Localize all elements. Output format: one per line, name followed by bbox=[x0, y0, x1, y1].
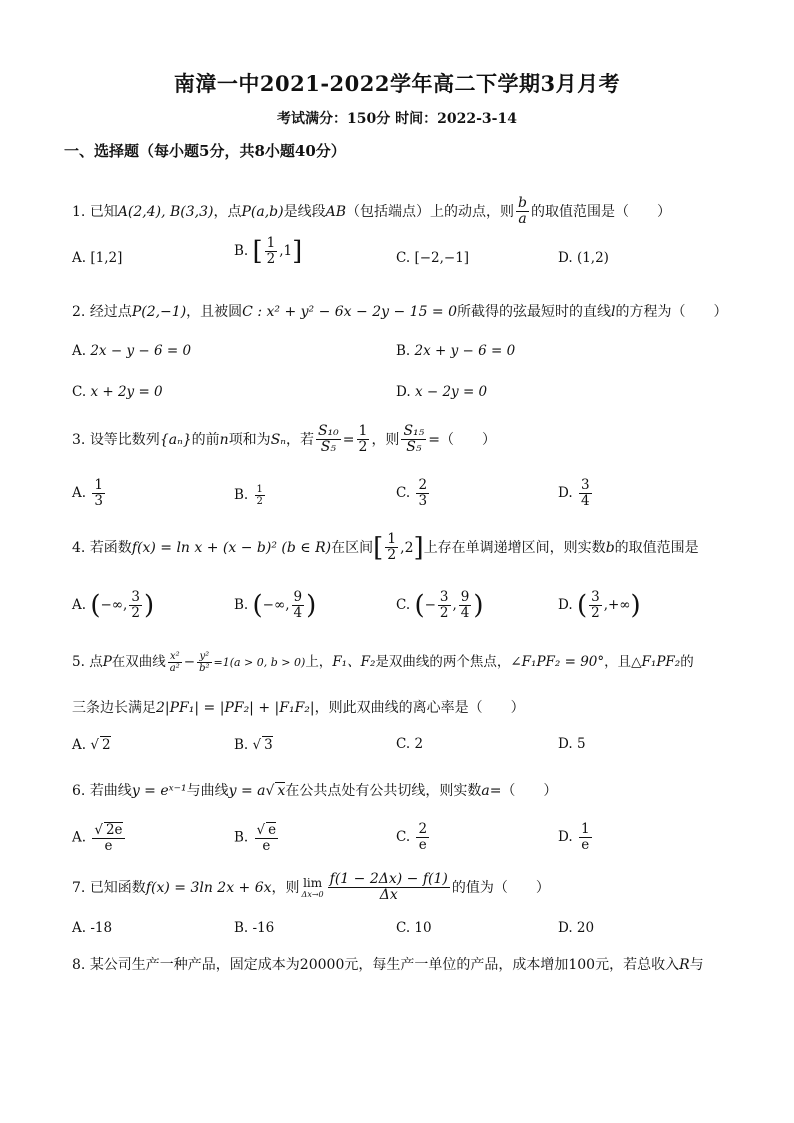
option-fraction bbox=[579, 478, 592, 509]
q4-option-a[interactable] bbox=[72, 590, 154, 621]
fraction-num: 3 bbox=[131, 589, 140, 605]
q7-text2: ，则 bbox=[271, 879, 300, 896]
q2-line: l bbox=[611, 304, 616, 320]
q5-option-c[interactable] bbox=[396, 736, 423, 752]
fraction-num: 1 bbox=[580, 821, 590, 837]
option-label: A. bbox=[72, 250, 87, 266]
option-value: 3 bbox=[264, 737, 273, 753]
option-fraction bbox=[459, 590, 472, 621]
q7-option-b[interactable]: B. -16 bbox=[234, 920, 275, 936]
fraction-den: 2 bbox=[358, 439, 368, 456]
fraction-num: S₁₀ bbox=[317, 423, 339, 439]
q1-option-c[interactable] bbox=[396, 250, 469, 266]
fraction-den: 4 bbox=[580, 492, 590, 509]
q6-text4: =（ ） bbox=[489, 783, 558, 799]
q5-text5: ，且 bbox=[604, 654, 632, 670]
question-2 bbox=[72, 301, 728, 321]
option-value: x − 2y = 0 bbox=[414, 384, 488, 400]
fraction-num: 1 bbox=[387, 531, 397, 547]
fraction-den: 2 bbox=[439, 604, 449, 621]
option-label: B. bbox=[396, 343, 411, 359]
q2-point: P(2,−1) bbox=[131, 304, 187, 320]
equals: = bbox=[342, 431, 355, 448]
q4-text: 若函数 bbox=[89, 539, 132, 556]
option-label: B. bbox=[234, 242, 249, 259]
option-fraction bbox=[438, 590, 451, 621]
fraction-den: b² bbox=[199, 663, 210, 674]
fraction-den: 2 bbox=[266, 250, 276, 267]
fraction-den: 2 bbox=[256, 496, 263, 507]
fraction-num: 1 bbox=[94, 477, 103, 493]
q6-option-d[interactable] bbox=[558, 822, 594, 853]
option-fraction bbox=[255, 822, 279, 854]
q4-text2: 在区间 bbox=[331, 539, 374, 556]
paren: ( bbox=[576, 590, 588, 621]
q2-text3: 所截得的弦最短时的直线 bbox=[457, 304, 612, 320]
q2-option-b[interactable] bbox=[396, 343, 515, 359]
option-label: B. bbox=[234, 487, 249, 503]
q3-text2: 的前 bbox=[191, 431, 220, 448]
option-fraction bbox=[579, 822, 592, 853]
option-value: 5 bbox=[576, 736, 586, 752]
q4-option-c[interactable] bbox=[396, 590, 484, 621]
q2-text4: 的方程为（ ） bbox=[615, 304, 728, 320]
q3-n: n bbox=[219, 431, 229, 448]
radicand: e bbox=[268, 822, 277, 838]
option-label: C. bbox=[396, 736, 411, 752]
q5-text7: 三条边长满足 bbox=[72, 700, 156, 716]
q1-text3: 是线段 bbox=[283, 203, 326, 220]
fraction-num: 2 bbox=[418, 477, 428, 493]
q5-text: 点 bbox=[89, 654, 103, 670]
fraction-num: √ e bbox=[256, 822, 277, 838]
option-label: C. bbox=[396, 828, 411, 845]
q1-text4: （包括端点）上的动点，则 bbox=[346, 203, 515, 220]
q6-curve-1: y = eˣ⁻¹ bbox=[131, 783, 187, 799]
fraction-den: 4 bbox=[293, 604, 303, 621]
limit-operator: lim bbox=[303, 876, 323, 891]
option-label: B. bbox=[234, 596, 249, 613]
q3-fraction-half bbox=[357, 424, 370, 456]
question-number: 2. bbox=[72, 304, 86, 320]
q5-foci: F₁、F₂ bbox=[332, 654, 376, 670]
option-fraction bbox=[416, 822, 429, 853]
question-7 bbox=[72, 872, 550, 904]
q6-curve-2-radicand: x bbox=[277, 783, 286, 799]
question-number: 8. bbox=[72, 957, 86, 973]
q3-option-c[interactable] bbox=[396, 478, 431, 509]
option-value: −∞, bbox=[100, 596, 128, 613]
option-value: 2x − y − 6 = 0 bbox=[90, 343, 192, 359]
fraction-den: 3 bbox=[418, 492, 428, 509]
q2-option-c[interactable] bbox=[72, 384, 163, 400]
q7-limit bbox=[302, 876, 324, 899]
q6-a: a bbox=[481, 783, 490, 799]
question-5-line-2 bbox=[72, 697, 525, 717]
question-5 bbox=[72, 650, 694, 674]
option-fraction bbox=[265, 236, 278, 267]
paren: ) bbox=[630, 590, 641, 621]
question-number: 1. bbox=[72, 203, 86, 220]
option-value: 2x + y − 6 = 0 bbox=[414, 343, 516, 359]
q1-fraction-num: b bbox=[518, 195, 527, 211]
exam-subtitle: 考试满分：150分 时间：2022-3-14 bbox=[277, 111, 517, 127]
question-number: 5. bbox=[72, 654, 85, 670]
option-value: (1,2) bbox=[576, 250, 609, 266]
paren: ) bbox=[473, 590, 484, 621]
q3-option-d[interactable] bbox=[558, 478, 594, 509]
option-label: C. bbox=[72, 384, 87, 400]
option-value: 2 bbox=[101, 737, 111, 753]
fraction-num: 1 bbox=[358, 423, 368, 439]
option-label: C. bbox=[396, 484, 411, 501]
q7-option-a[interactable]: A. -18 bbox=[72, 920, 113, 936]
q5-option-d[interactable] bbox=[558, 736, 586, 752]
radicand: 2e bbox=[105, 822, 123, 838]
fraction-den: 2 bbox=[387, 547, 397, 564]
q2-option-a[interactable] bbox=[72, 343, 191, 359]
paren: ) bbox=[143, 590, 155, 621]
question-6: 6. 若曲线y = eˣ⁻¹与曲线y = a√ x在公共点处有公共切线，则实数a=（ ） bbox=[72, 783, 558, 799]
option-value: x + 2y = 0 bbox=[90, 384, 163, 400]
question-3 bbox=[72, 424, 496, 456]
q1-option-b[interactable] bbox=[234, 236, 302, 267]
option-fraction bbox=[255, 484, 265, 507]
fraction-num: x² bbox=[168, 651, 182, 663]
option-value: −∞, bbox=[262, 596, 290, 613]
option-label: B. bbox=[234, 737, 249, 753]
q6-text: 若曲线 bbox=[89, 783, 132, 799]
q1-points: A(2,4), B(3,3) bbox=[117, 203, 214, 220]
q2-text2: ，且被圆 bbox=[186, 304, 243, 320]
fraction-num: 9 bbox=[293, 589, 303, 605]
option-fraction bbox=[92, 822, 124, 854]
q1-text5: 的取值范围是（ ） bbox=[530, 203, 671, 220]
q7-option-c[interactable]: C. 10 bbox=[396, 920, 432, 936]
q6-option-c[interactable] bbox=[396, 822, 431, 853]
q6-text2: 与曲线 bbox=[186, 783, 229, 799]
question-number: 7. bbox=[72, 879, 86, 896]
q6-option-b[interactable] bbox=[234, 822, 280, 854]
q4-text3: 上存在单调递增区间，则实数 bbox=[423, 539, 606, 556]
q5-p: P bbox=[102, 654, 112, 670]
q3-fraction-1 bbox=[316, 424, 341, 456]
q5-relation: 2|PF₁| = |PF₂| + |F₁F₂| bbox=[156, 700, 315, 716]
option-value: [−2,−1] bbox=[414, 250, 470, 266]
option-label: A. bbox=[72, 484, 87, 501]
fraction-num: y² bbox=[197, 651, 211, 663]
option-fraction bbox=[292, 590, 305, 621]
paren: ) bbox=[306, 590, 317, 621]
q6-text3: 在公共点处有公共切线，则实数 bbox=[285, 783, 482, 799]
fraction-den: S₅ bbox=[320, 439, 336, 456]
option-value: − bbox=[424, 596, 436, 613]
q4-b: b bbox=[605, 539, 615, 556]
q6-option-a[interactable] bbox=[72, 822, 127, 854]
q5-text4: 是双曲线的两个焦点， bbox=[375, 654, 511, 670]
q1-option-d[interactable] bbox=[558, 250, 609, 266]
q7-option-d[interactable]: D. 20 bbox=[558, 920, 595, 936]
option-label: D. bbox=[558, 828, 573, 845]
q7-function: f(x) = 3ln 2x + 6x bbox=[145, 879, 272, 896]
option-label: A. bbox=[72, 343, 87, 359]
fraction-num: √ 2e bbox=[94, 822, 123, 838]
q5-condition: =1(a > 0, b > 0) bbox=[213, 656, 306, 669]
q4-option-d[interactable] bbox=[558, 590, 641, 621]
exam-title: 南漳一中2021-2022学年高二下学期3月月考 bbox=[173, 71, 621, 96]
option-label: A. bbox=[72, 829, 87, 846]
bracket: [ bbox=[373, 532, 384, 563]
q1-fraction bbox=[516, 196, 529, 228]
q6-curve-2: y = a bbox=[228, 783, 266, 799]
option-label: A. bbox=[72, 737, 87, 753]
q1-fraction-den: a bbox=[518, 211, 527, 228]
fraction-num: 3 bbox=[591, 589, 600, 605]
q5-frac-x bbox=[168, 651, 182, 674]
q3-fraction-2 bbox=[401, 424, 426, 456]
question-1 bbox=[72, 196, 671, 228]
fraction-den: e bbox=[418, 836, 427, 853]
q3-sn: Sₙ bbox=[270, 431, 286, 448]
fraction-num: S₁₅ bbox=[403, 423, 425, 439]
fraction-den: e bbox=[262, 837, 271, 854]
bracket: ] bbox=[413, 532, 424, 563]
fraction-num: 3 bbox=[580, 477, 590, 493]
fraction-den: 4 bbox=[460, 604, 470, 621]
option-value: [1,2] bbox=[90, 250, 123, 266]
bracket: [ bbox=[252, 236, 263, 267]
option-label: D. bbox=[558, 484, 573, 501]
minus: − bbox=[183, 654, 196, 670]
fraction-den: e bbox=[104, 837, 113, 854]
option-label: B. bbox=[234, 829, 249, 846]
q7-text3: 的值为（ ） bbox=[451, 879, 550, 896]
q7-limit-fraction bbox=[328, 872, 450, 904]
bracket: ] bbox=[292, 236, 303, 267]
q5-text3: 上， bbox=[305, 654, 333, 670]
question-number: 4. bbox=[72, 539, 86, 556]
q3-text3: 项和为 bbox=[228, 431, 271, 448]
q4-interval-end: ,2 bbox=[400, 539, 414, 556]
option-value: 2 bbox=[414, 736, 424, 752]
q1-segment: AB bbox=[325, 203, 347, 220]
q3-text5: ，则 bbox=[371, 431, 400, 448]
fraction-num: 9 bbox=[460, 589, 470, 605]
q5-text6: 的 bbox=[680, 654, 694, 670]
option-fraction bbox=[589, 590, 602, 621]
q4-text4: 的取值范围是 bbox=[614, 539, 699, 556]
option-fraction bbox=[416, 478, 429, 509]
q3-text4: ，若 bbox=[285, 431, 314, 448]
option-value: ,1 bbox=[279, 242, 293, 259]
comma: , bbox=[452, 596, 457, 613]
q5-option-a[interactable]: A. √ 2 bbox=[72, 737, 111, 753]
fraction-num: f(1 − 2Δx) − f(1) bbox=[329, 871, 448, 887]
option-value: ,+∞ bbox=[603, 596, 631, 613]
q4-function: f(x) = ln x + (x − b)² (b ∈ R) bbox=[131, 539, 332, 556]
q5-angle: ∠F₁PF₂ = 90° bbox=[510, 654, 605, 670]
q2-text: 经过点 bbox=[89, 304, 132, 320]
fraction-den: 3 bbox=[94, 492, 103, 509]
q3-text6: =（ ） bbox=[428, 431, 496, 448]
q1-text: 已知 bbox=[89, 203, 118, 220]
paren: ( bbox=[90, 590, 101, 621]
paren: ( bbox=[252, 590, 263, 621]
fraction-den: 2 bbox=[591, 604, 600, 621]
limit-subscript: Δx→0 bbox=[301, 890, 324, 900]
q8-text: 某公司生产一种产品，固定成本为20000元，每生产一单位的产品，成本增加100元，若总收入 bbox=[89, 957, 680, 973]
q5-text8: ，则此双曲线的离心率是（ ） bbox=[314, 700, 525, 716]
q3-option-b[interactable] bbox=[234, 484, 267, 507]
fraction-num: 1 bbox=[256, 484, 263, 495]
option-label: D. bbox=[558, 596, 573, 613]
option-label: C. bbox=[396, 250, 411, 266]
q1-text2: ，点 bbox=[213, 203, 242, 220]
paren: ( bbox=[414, 590, 425, 621]
q3-sequence: {aₙ} bbox=[159, 431, 192, 448]
question-8 bbox=[72, 954, 704, 974]
option-fraction bbox=[92, 478, 105, 509]
q1-point-p: P(a,b) bbox=[241, 203, 284, 220]
q4-interval-fraction bbox=[385, 532, 398, 564]
fraction-num: 3 bbox=[439, 589, 449, 605]
fraction-den: Δx bbox=[379, 887, 398, 904]
q2-circle: C : x² + y² − 6x − 2y − 15 = 0 bbox=[242, 304, 458, 320]
q4-option-b[interactable] bbox=[234, 590, 316, 621]
q5-frac-y bbox=[197, 651, 211, 674]
q3-text: 设等比数列 bbox=[89, 431, 160, 448]
option-fraction bbox=[129, 590, 142, 621]
question-number: 3. bbox=[72, 431, 86, 448]
option-label: C. bbox=[396, 596, 411, 613]
fraction-den: a² bbox=[169, 663, 180, 674]
option-label: D. bbox=[558, 250, 573, 266]
fraction-num: 2 bbox=[418, 821, 428, 837]
q3-option-a[interactable] bbox=[72, 478, 107, 509]
q8-r: R bbox=[679, 957, 690, 973]
q1-option-a[interactable] bbox=[72, 250, 122, 266]
option-label: D. bbox=[396, 384, 411, 400]
q5-triangle: △F₁PF₂ bbox=[631, 654, 681, 670]
q8-text-end: 与 bbox=[689, 957, 704, 973]
q7-text: 已知函数 bbox=[89, 879, 146, 896]
fraction-den: 2 bbox=[131, 604, 140, 621]
fraction-num: 1 bbox=[266, 235, 276, 251]
question-4 bbox=[72, 532, 699, 564]
q2-option-d[interactable] bbox=[396, 384, 487, 400]
q5-text2: 在双曲线 bbox=[111, 654, 166, 670]
section-heading: 一、选择题（每小题5分，共8小题40分） bbox=[64, 142, 346, 160]
option-label: A. bbox=[72, 596, 87, 613]
fraction-den: e bbox=[581, 836, 590, 853]
question-number: 6. bbox=[72, 783, 86, 799]
q5-option-b[interactable]: B. √ 3 bbox=[234, 737, 273, 753]
option-label: D. bbox=[558, 736, 573, 752]
fraction-den: S₅ bbox=[406, 439, 422, 456]
